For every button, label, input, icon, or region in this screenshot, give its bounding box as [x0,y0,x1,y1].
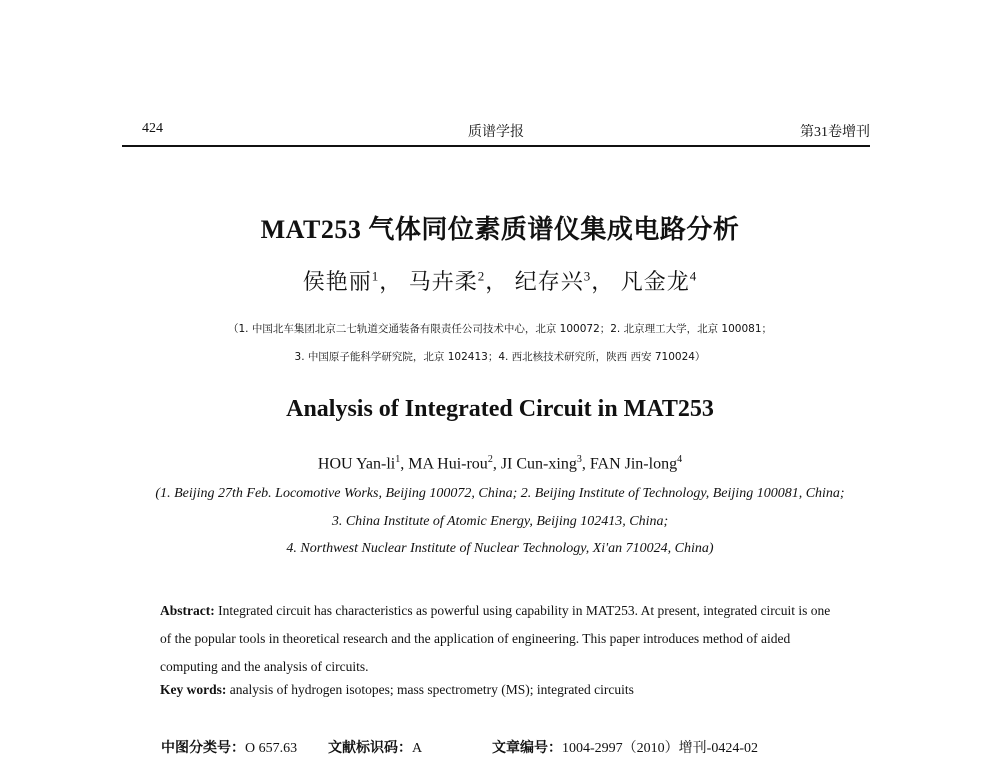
issue-label: 第31卷增刊 [800,125,870,140]
abstract-text: Integrated circuit has characteristics as powerful using capability in MAT253. At present, integrated circuit is one of the popular tools in theoretical research and the application of engineering. This paper introduces method of aided computing and the analysis of circuits. [160,603,831,674]
keywords-text: analysis of hydrogen isotopes; mass spectrometry (MS); integrated circuits [229,682,634,697]
author-en: FAN Jin-long [589,455,678,473]
article-number [492,737,758,757]
affiliation-cn-line: 3. 中国原子能科学研究院，北京 102413；4. 西北核技术研究所，陕西 西安 710024） [294,351,706,363]
author-sup: 2 [477,268,486,284]
author-sup: 3 [583,268,592,284]
abstract-label: Abstract: [160,603,215,618]
author-en: JI Cun-xing [500,455,577,473]
document-code [328,737,422,757]
author-sup: 1 [371,268,380,284]
affiliation-cn-line: （1. 中国北车集团北京二七轨道交通装备有限责任公司技术中心，北京 100072；2. 北京理工大学，北京 100081； [227,323,773,335]
affiliation-en-line: (1. Beijing 27th Feb. Locomotive Works, Beijing 100072, China; 2. Beijing Institute of Technology, Beijing 100081, China; [155,486,845,501]
author-cn: 马卉柔 [408,269,478,294]
authors-en: HOU Yan-$li^1$, MA Hui-rou$^2$, JI Cun-xing$^3$, FAN Jin-long$^4$ [317,454,683,473]
doc-label: 文献标识码： [328,741,412,756]
author-cn: 侯艳丽 [302,269,372,294]
page-number: 424 [142,121,163,136]
affiliation-en-line: 3. China Institute of Atomic Energy, Beijing 102413, China; [331,514,669,529]
title-en: Analysis of Integrated Circuit in MAT253 [286,396,714,422]
keywords [160,682,860,698]
article-label: 文章编号： [492,741,562,756]
journal-name: 质谱学报 [468,125,524,140]
author-cn: 凡金龙 [620,269,690,294]
doc-value: A [412,741,423,756]
author-sup: 4 [689,268,698,284]
clc-number [161,737,297,757]
author-sup: 1 [395,454,401,465]
abstract [160,597,838,681]
authors-cn: 侯艳丽$^1$， 马卉柔$^2$， 纪存兴$^3$， 凡金龙$^4$ [302,268,698,294]
author-sup: 3 [576,454,582,465]
author-cn: 纪存兴 [514,269,584,294]
affiliation-en-line: 4. Northwest Nuclear Institute of Nuclear Technology, Xi'an 710024, China) [286,541,714,556]
keywords-label: Key words: [160,682,227,697]
author-en: HOU Yan-li [317,455,396,473]
author-sup: 4 [677,454,683,465]
clc-label: 中图分类号： [161,741,245,756]
article-value: 1004-2997（2010）增刊-0424-02 [562,741,758,756]
running-head [122,117,870,147]
author-sup: 2 [487,454,493,465]
title-cn: MAT253 气体同位素质谱仪集成电路分析 [260,215,740,244]
clc-value: O 657.63 [245,741,298,756]
author-en: MA Hui-rou [408,455,488,473]
